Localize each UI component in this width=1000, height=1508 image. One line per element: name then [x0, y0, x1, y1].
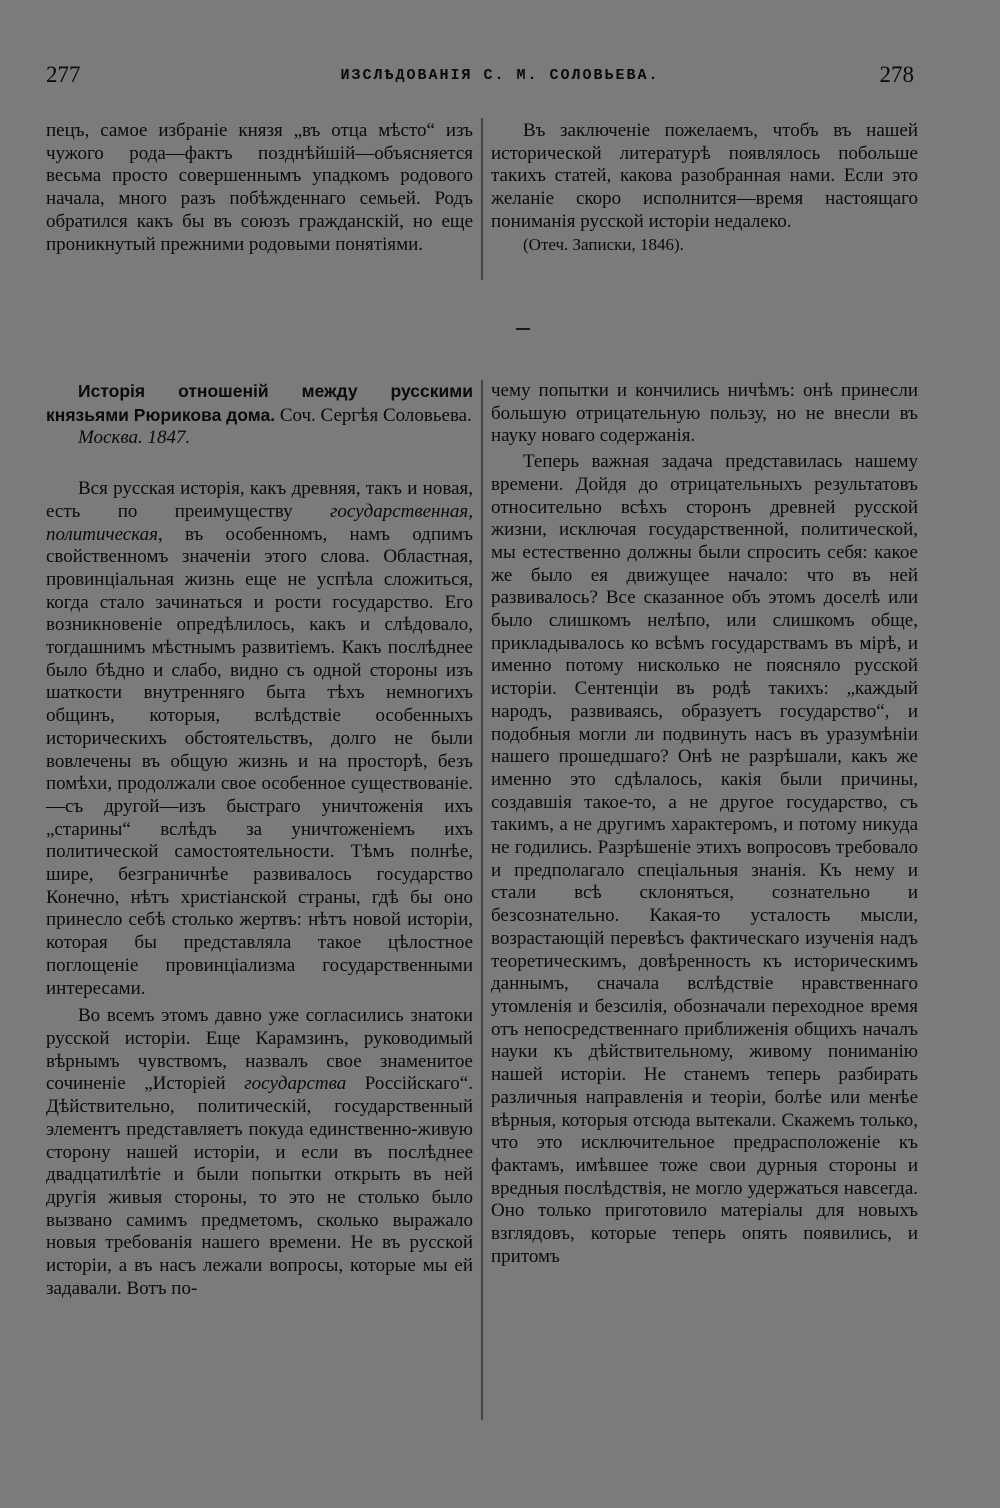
article-title: Исторія отношеній между русскими князьями Рюрикова дома. — [46, 381, 473, 425]
text-run: Во всемъ этомъ давно уже согласились знатоки русской исторіи. Еще Карамзинъ, руководимый вѣрнымъ чувствомъ, назвалъ свое знаменитое сочиненіе „Исторіей — [46, 1005, 473, 1095]
article-paragraph-3: чему попытки и кончились ничѣмъ: онѣ принесли большую отрицательную пользу, но не внесли въ науку новаго содержанія. — [491, 380, 918, 447]
article-paragraph-4: Теперь важная задача представилась нашему времени. Дойдя до отрицательныхъ результатовъ относительно всѣхъ сторонъ древней русской жизни, исключая государственной, политической, мы естественно должны были спросить себя: какое же было ея движущее начало: что въ ней развивалось? Все сказанное объ этомъ доселѣ или было слишкомъ нелѣпо, или слишкомъ обще, прикладывалось ко всѣмъ государствамъ въ мірѣ, и именно потому нисколько не поясняло русской исторіи. Сентенціи въ родѣ такихъ: „каждый народъ, развиваясь, образуетъ государство“, и подобныя могли ли подвинуть насъ въ уразумѣніи нашего прошедшаго? Онѣ не разрѣшали, какъ же именно это сдѣлалось, какія были причины, создавшія такое-то, а не другое государство, съ такимъ, а не другимъ характеромъ, и потому никуда не годились. Разрѣшеніе этихъ вопросовъ требовало и предполагало спеціальныя знанія. Къ нему и стали всѣ склоняться, сознательно и безсознательно. Какая-то усталость мысли, возрастающій перевѣсъ фактическаго изученія надъ теоретическимъ, довѣренность къ историческимъ даннымъ, сначала вслѣдствіе нравственнаго утомленія и безсилія, обозначали переходное время отъ непосредственнаго приближенія общихъ началъ науки къ дѣйствительному, живому пониманію нашей исторіи. Не станемъ теперь разбирать различныя направленія и теоріи, болѣе или менѣе вѣрныя, которыя отсюда вытекали. Скажемъ только, что это исключительное предрасположеніе къ фактамъ, имѣвшее тоже свои дурныя стороны и вредныя послѣдствія, не могло удержаться навсегда. Оно только приготовило матеріалы для новыхъ взглядовъ, которые теперь опять появились, и притомъ — [491, 451, 918, 1267]
page-number-right: 278 — [879, 62, 914, 87]
source-signature: (Отеч. Записки, 1846). — [523, 234, 684, 254]
text-run: Вся русская исторія, какъ древняя, такъ и новая, есть по преимуществу — [46, 478, 473, 522]
column-divider-top — [481, 118, 483, 280]
emphasis: государства — [244, 1073, 347, 1095]
column-divider-main — [481, 380, 483, 1420]
article-paragraph-2 — [46, 1005, 473, 1300]
article-publication: Москва. 1847. — [78, 427, 191, 449]
article-left-column — [46, 380, 473, 1300]
top-left-paragraph: пецъ, самое избраніе князя „въ отца мѣсто“ изъ чужого рода—фактъ позднѣйшій—объясняется весьма просто совершеннымъ упадкомъ родового начала, много разъ побѣжденнаго семьей. Родъ обратился какъ бы въ союзъ гражданскій, но еще проникнутый прежними родовыми понятіями. — [46, 120, 473, 255]
article-author: Соч. Сергѣя Соловьева. — [279, 404, 472, 426]
page-number-left: 277 — [46, 62, 81, 87]
article-heading — [46, 380, 473, 450]
text-run: Россійскаго“. Дѣйствительно, политическій, государственный элементъ представляетъ покуда единственно-живую сторону нашей исторіи, и если въ послѣднее двадцатилѣтіе и были попытки открыть въ ней другія живыя стороны, то это не столько было вызвано самимъ предметомъ, сколько выражало новыя требованія нашего времени. Не въ русской исторіи, а въ насъ лежали вопросы, которые мы ей задавали. Вотъ по- — [46, 1073, 473, 1299]
article-paragraph-1 — [46, 478, 473, 1000]
top-right-column — [491, 120, 918, 256]
conclusion-paragraph: Въ заключеніе пожелаемъ, чтобъ въ нашей исторической литературѣ появлялось побольше такихъ статей, какова разобранная нами. Если это желаніе скоро исполнится—время настоящаго пониманія русской исторіи недалеко. — [491, 120, 918, 232]
running-title: ИЗСЛѢДОВАНІЯ С. М. СОЛОВЬЕВА. — [340, 67, 660, 84]
top-left-column — [46, 120, 473, 256]
section-separator — [516, 328, 530, 330]
article-right-column — [491, 380, 918, 1268]
page-header — [0, 62, 1000, 92]
text-run: , въ особенномъ, намъ одпимъ свойственномъ значеніи этого слова. Областная, провинціальная жизнь еще не успѣла сложиться, когда стало зачинаться и рости государство. Его возникновеніе опредѣлилось, какъ и слѣдовало, тогдашнимъ мѣстнымъ развитіемъ. Какъ послѣднее было бѣдно и слабо, видно съ одной стороны изъ шаткости внутренняго быта тѣхъ немногихъ общинъ, которыя, вслѣдствіе особенныхъ историческихъ обстоятельствъ, долго не были вовлечены въ общую жизнь и на просторѣ, безъ помѣхи, продолжали свое особенное существованіе.—съ другой—изъ быстраго уничтоженія ихъ „старины“ вслѣдъ за уничтоженіемъ ихъ политической самостоятельности. Тѣмъ полнѣе, шире, безграничнѣе развивалось государство Конечно, нѣтъ христіанской страны, гдѣ бы оно принесло себѣ столько жертвъ: нѣтъ новой исторіи, которая бы представляла такое цѣлостное поглощеніе провинціализма государственными интересами. — [46, 523, 473, 999]
emphasis: государственная, политическая — [46, 500, 473, 545]
